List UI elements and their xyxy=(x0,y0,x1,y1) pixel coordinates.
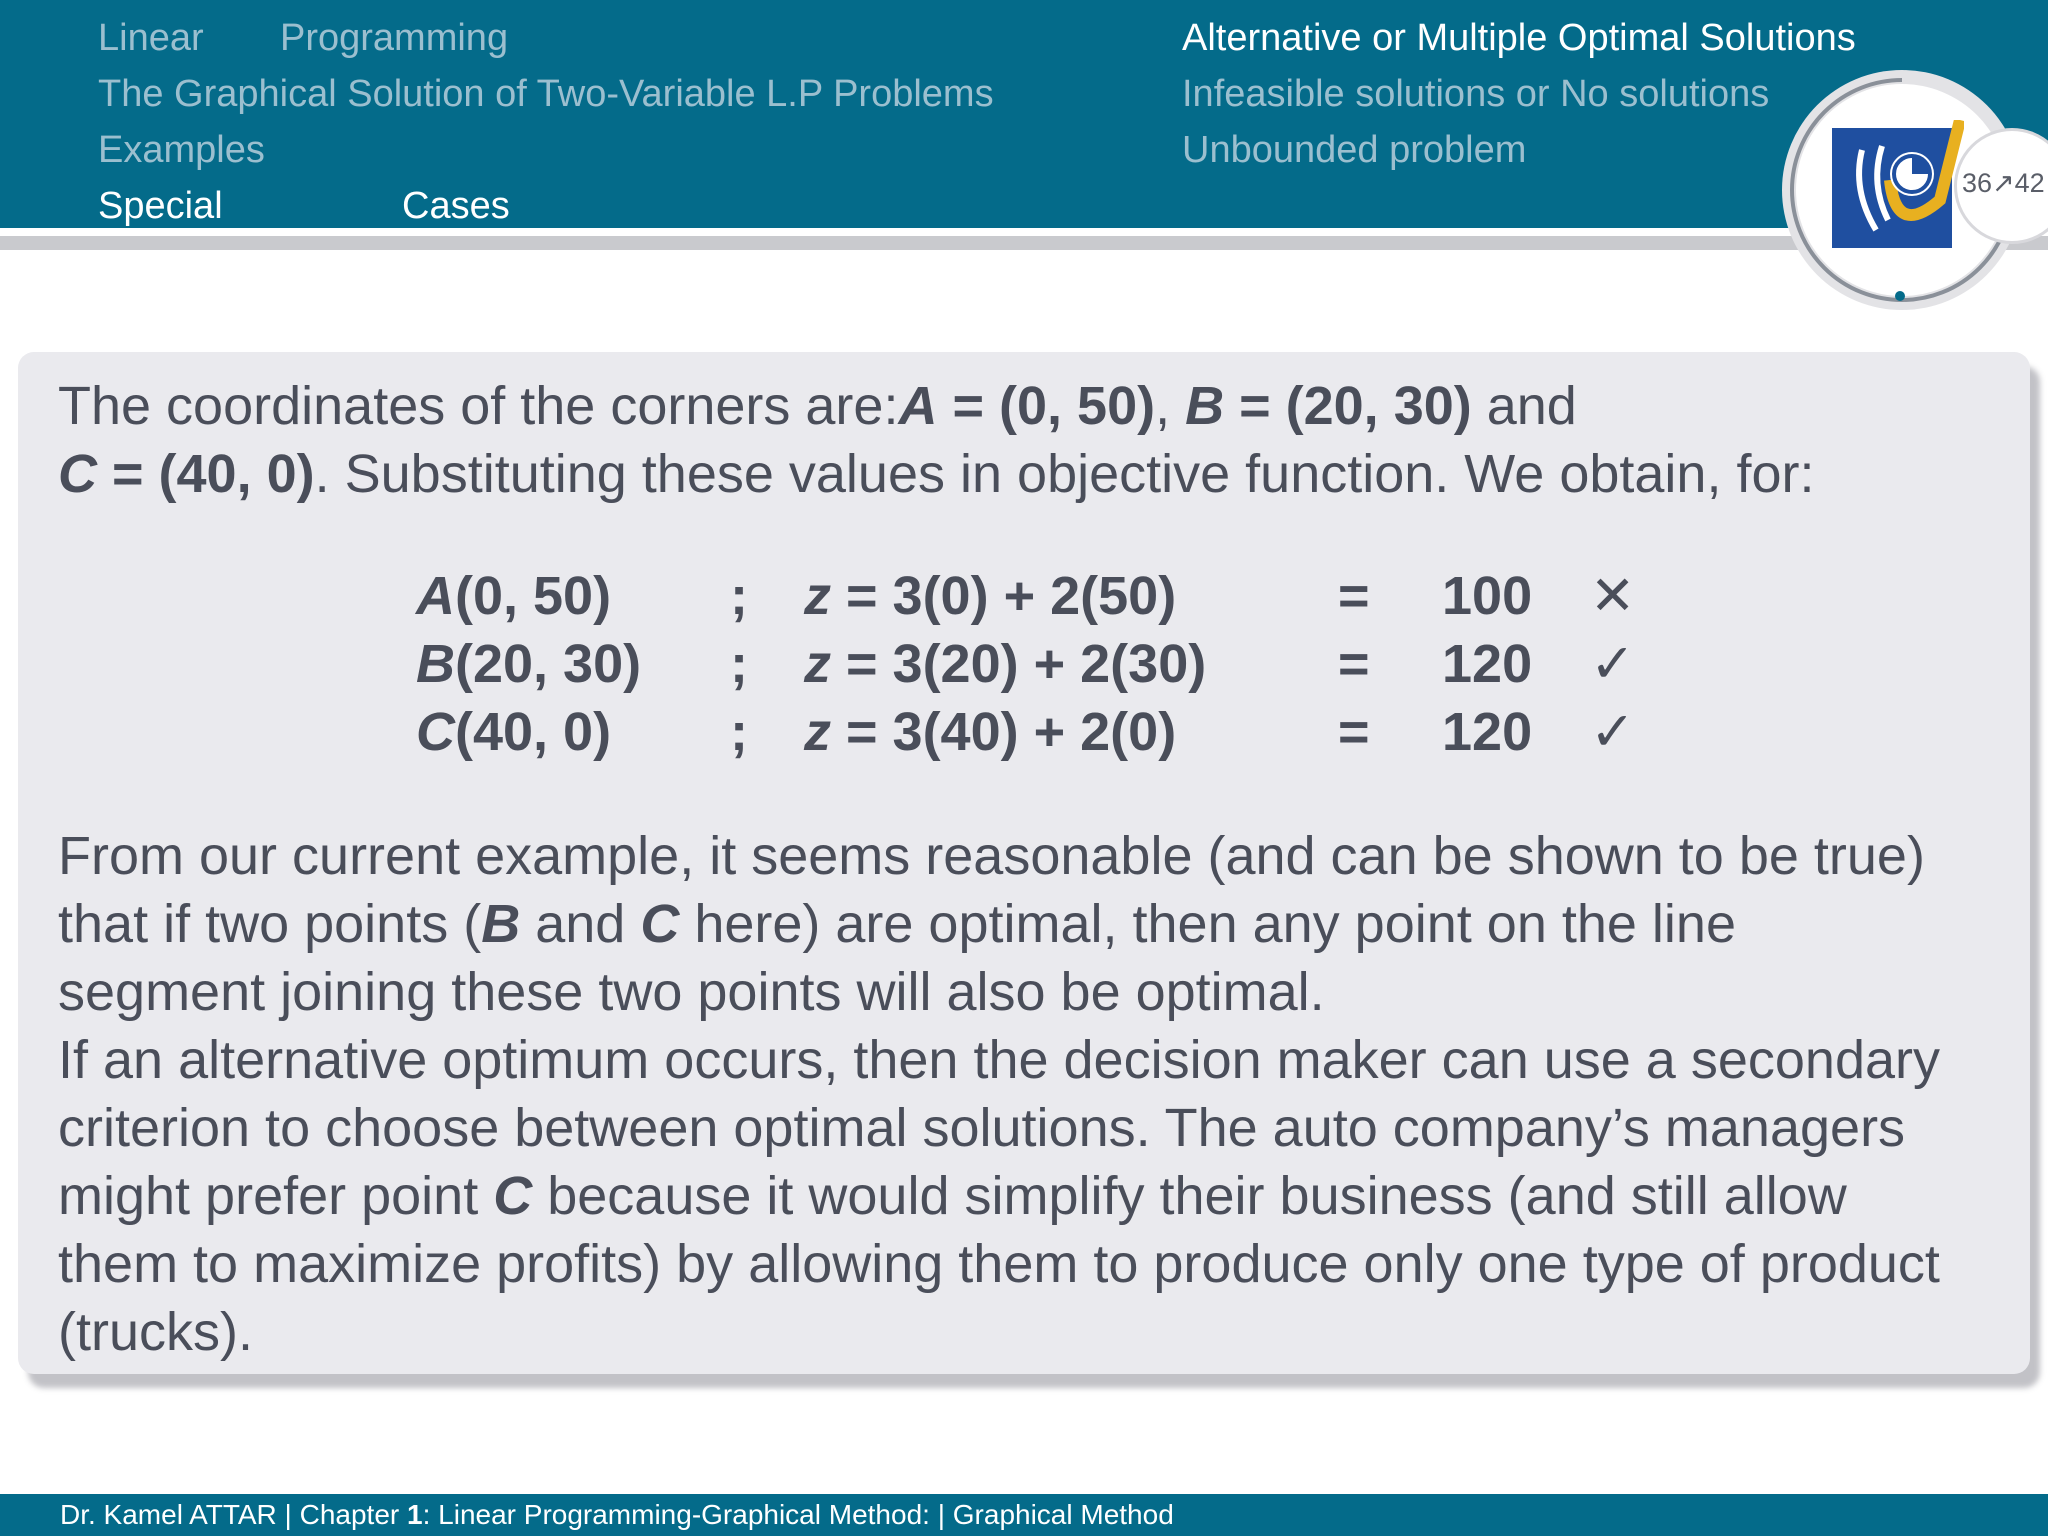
university-logo-icon xyxy=(1832,120,1964,248)
intro-sep: , xyxy=(1155,376,1186,436)
explanation-line: them to maximize profits) by allowing them to produce only one type of product xyxy=(58,1234,1940,1294)
nav-alternative-solutions[interactable]: Alternative or Multiple Optimal Solutions xyxy=(1182,17,1856,59)
evaluation-row xyxy=(18,562,2030,630)
row-expression: = 3(0) + 2(50) xyxy=(831,566,1177,626)
row-equals: = xyxy=(1338,634,1370,694)
explanation-text: and xyxy=(520,894,641,954)
point-c-label: C xyxy=(58,444,97,504)
intro-and: and xyxy=(1471,376,1577,436)
row-z-var: z xyxy=(804,702,831,762)
row-point-label: A xyxy=(416,566,455,626)
row-expression: = 3(20) + 2(30) xyxy=(831,634,1207,694)
explanation-text: that if two points ( xyxy=(58,894,482,954)
explanation-line: From our current example, it seems reasonable (and can be shown to be true) xyxy=(58,826,1925,886)
evaluation-row xyxy=(18,630,2030,698)
content-block xyxy=(18,352,2030,1374)
explanation-line xyxy=(58,1162,1847,1230)
nav-unbounded-problem[interactable]: Unbounded problem xyxy=(1182,129,1527,171)
row-value: 120 xyxy=(1442,702,1533,762)
row-value: 120 xyxy=(1442,634,1533,694)
row-point-label: B xyxy=(416,634,455,694)
row-separator: ; xyxy=(730,634,748,694)
cross-icon: ✕ xyxy=(1590,566,1636,626)
point-a-value: = (0, 50) xyxy=(937,376,1156,436)
row-z-var: z xyxy=(804,566,831,626)
point-b-label: B xyxy=(1185,376,1225,436)
row-point-coords: (0, 50) xyxy=(455,566,612,626)
explanation-text: because it would simplify their business (and still allow xyxy=(532,1166,1847,1226)
evaluation-row xyxy=(18,698,2030,766)
page-indicator: 36↗42 xyxy=(1962,168,2045,198)
explanation-text: might prefer point xyxy=(58,1166,494,1226)
header-divider-gray xyxy=(0,236,2048,250)
explanation-line: segment joining these two points will also be optimal. xyxy=(58,962,1325,1022)
point-a-label: A xyxy=(898,376,938,436)
check-icon: ✓ xyxy=(1590,634,1636,694)
nav-infeasible-solutions[interactable]: Infeasible solutions or No solutions xyxy=(1182,73,1770,115)
nav-cases[interactable]: Cases xyxy=(402,185,510,227)
intro-line-1 xyxy=(58,372,1577,440)
row-point-label: C xyxy=(416,702,455,762)
explanation-line: If an alternative optimum occurs, then the decision maker can use a secondary xyxy=(58,1030,1940,1090)
row-z-var: z xyxy=(804,634,831,694)
row-point-coords: (40, 0) xyxy=(455,702,612,762)
row-equals: = xyxy=(1338,566,1370,626)
explanation-text: here) are optimal, then any point on the line xyxy=(679,894,1736,954)
intro-line-2 xyxy=(58,440,1814,508)
intro-text-2: . Substituting these values in objective function. We obtain, for: xyxy=(314,444,1815,504)
nav-special[interactable]: Special xyxy=(98,185,223,227)
nav-graphical-solution[interactable]: The Graphical Solution of Two-Variable L.P Problems xyxy=(98,73,994,115)
footer-section: : Linear Programming-Graphical Method: | Graphical Method xyxy=(422,1499,1174,1530)
row-point-coords: (20, 30) xyxy=(455,634,642,694)
explanation-line: criterion to choose between optimal solutions. The auto company’s managers xyxy=(58,1098,1906,1158)
nav-programming[interactable]: Programming xyxy=(280,17,509,59)
check-icon: ✓ xyxy=(1590,702,1636,762)
footer-author: Dr. Kamel ATTAR | Chapter xyxy=(60,1499,408,1530)
intro-text: The coordinates of the corners are: xyxy=(58,376,899,436)
explanation-line xyxy=(58,890,1736,958)
nav-examples[interactable]: Examples xyxy=(98,129,265,171)
nav-linear[interactable]: Linear xyxy=(98,17,204,59)
row-value: 100 xyxy=(1442,566,1533,626)
row-equals: = xyxy=(1338,702,1370,762)
footer-text xyxy=(60,1497,1174,1533)
row-separator: ; xyxy=(730,566,748,626)
point-b-value: = (20, 30) xyxy=(1224,376,1472,436)
point-c-value: = (40, 0) xyxy=(97,444,315,504)
header-divider-white xyxy=(0,228,2048,236)
point-b-label: B xyxy=(481,894,521,954)
footer-chapter-num: 1 xyxy=(407,1499,423,1530)
point-c-label: C xyxy=(640,894,680,954)
explanation-line: (trucks). xyxy=(58,1302,253,1362)
point-c-label: C xyxy=(493,1166,533,1226)
row-expression: = 3(40) + 2(0) xyxy=(831,702,1177,762)
row-separator: ; xyxy=(730,702,748,762)
